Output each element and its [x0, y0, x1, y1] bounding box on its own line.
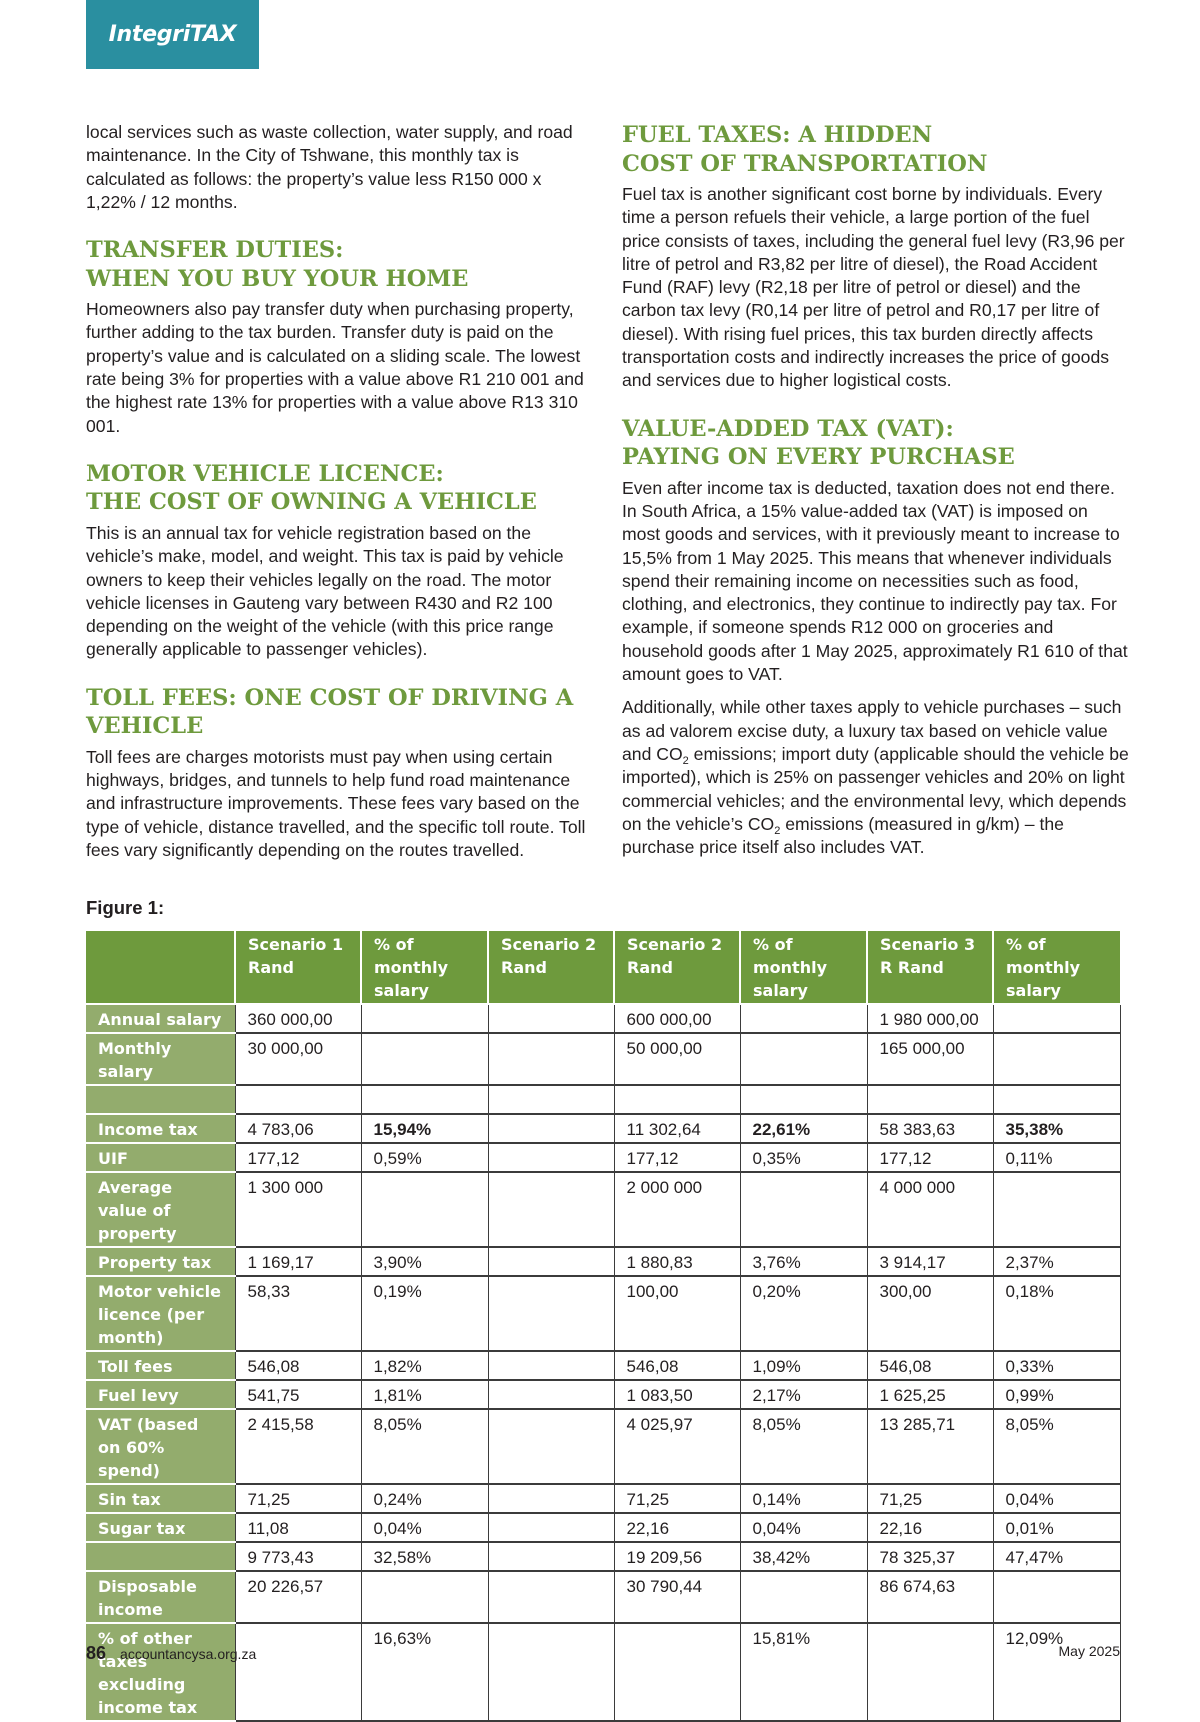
table-cell: 1 980 000,00	[867, 1004, 993, 1033]
motor-vehicle-body: This is an annual tax for vehicle registration based on the vehicle’s make, model, and weight. This tax is paid by vehicle owners to keep their vehicles legally on the road. The motor vehicle licenses in Gauteng vary between R430 and R2 100 depending on the weight of the vehicle (with this price range generally applicable to passenger vehicles).	[86, 522, 564, 660]
table-row	[86, 1542, 1120, 1571]
table-cell: 0,99%	[993, 1380, 1120, 1409]
table-cell: 0,59%	[361, 1143, 488, 1172]
vat-section	[622, 415, 1130, 860]
row-label: Monthly salary	[86, 1033, 235, 1085]
table-cell: 35,38%	[993, 1114, 1120, 1143]
table-cell: 0,11%	[993, 1143, 1120, 1172]
row-label: % of other taxes excluding income tax	[86, 1623, 235, 1721]
row-label: UIF	[86, 1143, 235, 1172]
table-cell	[488, 1172, 614, 1247]
table-cell: 11,08	[235, 1513, 361, 1542]
table-cell	[488, 1247, 614, 1276]
table-cell: 50 000,00	[614, 1033, 740, 1085]
motor-vehicle-section	[86, 460, 594, 662]
table-cell	[361, 1571, 488, 1623]
table-cell	[488, 1276, 614, 1351]
vat-body-2: Additionally, while other taxes apply to vehicle purchases – such as ad valorem excise duty, a luxury tax based on vehicle value and $CO_2$ emissions; import duty (applicable should the vehicle be imported), which is 25% on passenger vehicles and 20% on light commercial vehicles; and the environmental levy, which depends on the vehicle’s $CO_2$ emissions (measured in g/km) – the purchase price itself also includes VAT.	[622, 697, 1129, 858]
table-cell	[488, 1484, 614, 1513]
table-cell: 9 773,43	[235, 1542, 361, 1571]
table-cell: 165 000,00	[867, 1033, 993, 1085]
table-cell	[361, 1004, 488, 1033]
table-cell: 22,16	[867, 1513, 993, 1542]
motor-vehicle-heading: MOTOR VEHICLE LICENCE: THE COST OF OWNING A VEHICLE	[86, 460, 537, 516]
table-cell: 1,82%	[361, 1351, 488, 1380]
table-row	[86, 1513, 1120, 1542]
table-cell: 3,90%	[361, 1247, 488, 1276]
table-row	[86, 1276, 1120, 1351]
table-cell: 2,17%	[740, 1380, 867, 1409]
table-cell: 78 325,37	[867, 1542, 993, 1571]
table-header: Scenario 2 Rand	[614, 931, 740, 1004]
table-cell: 0,19%	[361, 1276, 488, 1351]
table-cell: 1 300 000	[235, 1172, 361, 1247]
row-label: VAT (based on 60% spend)	[86, 1409, 235, 1484]
table-cell: 30 000,00	[235, 1033, 361, 1085]
table-cell	[488, 1542, 614, 1571]
table-cell: 1 880,83	[614, 1247, 740, 1276]
table-cell: 13 285,71	[867, 1409, 993, 1484]
vat-heading: VALUE-ADDED TAX (VAT): PAYING ON EVERY PURCHASE	[622, 415, 1015, 471]
table-cell	[740, 1172, 867, 1247]
table-cell: 177,12	[235, 1143, 361, 1172]
table-cell: 15,94%	[361, 1114, 488, 1143]
row-label: Sugar tax	[86, 1513, 235, 1542]
row-label: Property tax	[86, 1247, 235, 1276]
row-label	[86, 1085, 235, 1114]
table-header: Scenario 2 Rand	[488, 931, 614, 1004]
table-cell	[867, 1623, 993, 1721]
table-cell: 1 169,17	[235, 1247, 361, 1276]
footer-site: accountancysa.org.za	[120, 1646, 257, 1662]
table-cell: 1,81%	[361, 1380, 488, 1409]
table-row	[86, 1380, 1120, 1409]
row-label: Disposable income	[86, 1571, 235, 1623]
table-cell	[488, 1571, 614, 1623]
intro-paragraph: local services such as waste collection, water supply, and road maintenance. In the City of Tshwane, this monthly tax is calculated as follows: the property’s value less R150 000 x 1,22% / 12 months.	[86, 122, 573, 212]
table-cell	[993, 1085, 1120, 1114]
table-cell	[488, 1085, 614, 1114]
table-header: Scenario 1 Rand	[235, 931, 361, 1004]
figure-label: Figure 1:	[86, 897, 165, 918]
table-row	[86, 1484, 1120, 1513]
transfer-duties-heading: TRANSFER DUTIES: WHEN YOU BUY YOUR HOME	[86, 237, 469, 292]
table-cell	[488, 1623, 614, 1721]
table-row	[86, 1114, 1120, 1143]
table-cell: 3 914,17	[867, 1247, 993, 1276]
brand-logo	[86, 0, 259, 69]
table-cell: 8,05%	[740, 1409, 867, 1484]
table-cell: 8,05%	[993, 1409, 1120, 1484]
table-header: % of monthly salary	[993, 931, 1120, 1004]
table-body	[86, 1004, 1120, 1721]
table-cell: 71,25	[235, 1484, 361, 1513]
table-row	[86, 1143, 1120, 1172]
table-row	[86, 1247, 1120, 1276]
table-cell: 0,01%	[993, 1513, 1120, 1542]
table-cell: 100,00	[614, 1276, 740, 1351]
table-cell	[488, 1513, 614, 1542]
logo-text: IntegriTAX	[108, 22, 237, 47]
table-cell	[488, 1033, 614, 1085]
table-cell	[488, 1114, 614, 1143]
table-cell: 11 302,64	[614, 1114, 740, 1143]
table-row	[86, 1351, 1120, 1380]
table-cell: 38,42%	[740, 1542, 867, 1571]
table-cell: 0,14%	[740, 1484, 867, 1513]
table-row	[86, 1033, 1120, 1085]
table-cell: 0,33%	[993, 1351, 1120, 1380]
table-cell	[488, 1143, 614, 1172]
row-label: Motor vehicle licence (per month)	[86, 1276, 235, 1351]
transfer-duties-body: Homeowners also pay transfer duty when purchasing property, further adding to the tax burden. Transfer duty is paid on the property’s value and is calculated on a sliding scale. The lowest rate being 3% for properties with a value above R1 210 001 and the highest rate 13% for properties with a value above R13 310 001.	[86, 299, 584, 436]
table-cell	[488, 1409, 614, 1484]
table-cell: 58 383,63	[867, 1114, 993, 1143]
table-cell: 71,25	[614, 1484, 740, 1513]
table-cell	[235, 1085, 361, 1114]
table-cell: 15,81%	[740, 1623, 867, 1721]
table-cell: 2 415,58	[235, 1409, 361, 1484]
table-cell	[993, 1033, 1120, 1085]
table-cell: 300,00	[867, 1276, 993, 1351]
table-cell	[488, 1380, 614, 1409]
fuel-taxes-heading: FUEL TAXES: A HIDDEN COST OF TRANSPORTATION	[622, 122, 988, 177]
table-cell: 22,61%	[740, 1114, 867, 1143]
row-label: Fuel levy	[86, 1380, 235, 1409]
table-cell: 4 783,06	[235, 1114, 361, 1143]
table-cell: 12,09%	[993, 1623, 1120, 1721]
fuel-taxes-section	[622, 121, 1130, 393]
table-cell: 16,63%	[361, 1623, 488, 1721]
table-cell: 4 025,97	[614, 1409, 740, 1484]
table-header: % of monthly salary	[361, 931, 488, 1004]
toll-fees-section	[86, 684, 594, 862]
left-column	[86, 121, 594, 884]
table-cell: 600 000,00	[614, 1004, 740, 1033]
table-cell	[235, 1623, 361, 1721]
table-header-row	[86, 931, 1120, 1004]
footer-left	[86, 1643, 256, 1664]
table-cell: 20 226,57	[235, 1571, 361, 1623]
page-number: 86	[86, 1643, 107, 1663]
fuel-taxes-body: Fuel tax is another significant cost borne by individuals. Every time a person refuels their vehicle, a large portion of the fuel price consists of taxes, including the general fuel levy (R3,96 per litre of petrol and R3,82 per litre of diesel), the Road Accident Fund (RAF) levy (R2,18 per litre of petrol or diesel) and the carbon tax levy (R0,14 per litre of petrol and R0,17 per litre of diesel). With rising fuel prices, this tax burden directly affects transportation costs and indirectly increases the price of goods and services due to higher logistical costs.	[622, 184, 1125, 391]
table-cell: 546,08	[235, 1351, 361, 1380]
row-label: Sin tax	[86, 1484, 235, 1513]
table-cell	[993, 1571, 1120, 1623]
table-cell	[361, 1033, 488, 1085]
row-label	[86, 1542, 235, 1571]
table-cell	[740, 1004, 867, 1033]
table-cell: 541,75	[235, 1380, 361, 1409]
table-cell: 1 625,25	[867, 1380, 993, 1409]
table-header: Scenario 3 R Rand	[867, 931, 993, 1004]
footer-date: May 2025	[1058, 1643, 1120, 1659]
row-label: Toll fees	[86, 1351, 235, 1380]
table-cell: 0,20%	[740, 1276, 867, 1351]
table-cell: 32,58%	[361, 1542, 488, 1571]
table-row	[86, 1623, 1120, 1721]
table-cell	[867, 1085, 993, 1114]
table-cell	[740, 1571, 867, 1623]
table-cell: 1,09%	[740, 1351, 867, 1380]
table-row	[86, 1409, 1120, 1484]
table-cell: 177,12	[614, 1143, 740, 1172]
table-cell: 0,04%	[740, 1513, 867, 1542]
table-cell	[993, 1172, 1120, 1247]
table-cell: 1 083,50	[614, 1380, 740, 1409]
table-cell	[614, 1623, 740, 1721]
table-cell: 3,76%	[740, 1247, 867, 1276]
table-cell: 58,33	[235, 1276, 361, 1351]
table-row	[86, 1085, 1120, 1114]
table-cell: 47,47%	[993, 1542, 1120, 1571]
table-cell: 71,25	[867, 1484, 993, 1513]
table-cell: 30 790,44	[614, 1571, 740, 1623]
table-cell	[740, 1085, 867, 1114]
transfer-duties-section	[86, 236, 594, 438]
table-cell: 0,35%	[740, 1143, 867, 1172]
table-cell: 22,16	[614, 1513, 740, 1542]
row-label: Annual salary	[86, 1004, 235, 1033]
table-header-corner	[86, 931, 235, 1004]
row-label: Income tax	[86, 1114, 235, 1143]
table-row	[86, 1571, 1120, 1623]
table-cell: 0,04%	[361, 1513, 488, 1542]
table-cell: 2,37%	[993, 1247, 1120, 1276]
vat-body-1: Even after income tax is deducted, taxation does not end there. In South Africa, a 15% value-added tax (VAT) is imposed on most goods and services, with it previously meant to increase to 15,5% from 1 May 2025. This means that whenever individuals spend their remaining income on necessities such as food, clothing, and electronics, they continue to indirectly pay tax. For example, if someone spends R12 000 on groceries and household goods after 1 May 2025, approximately R1 610 of that amount goes to VAT.	[622, 477, 1128, 685]
table-cell: 86 674,63	[867, 1571, 993, 1623]
table-cell: 4 000 000	[867, 1172, 993, 1247]
table-cell: 0,18%	[993, 1276, 1120, 1351]
table-cell: 8,05%	[361, 1409, 488, 1484]
table-cell	[993, 1004, 1120, 1033]
table-cell: 19 209,56	[614, 1542, 740, 1571]
table-cell	[361, 1172, 488, 1247]
table-header: % of monthly salary	[740, 931, 867, 1004]
table-cell: 360 000,00	[235, 1004, 361, 1033]
right-column	[622, 121, 1130, 881]
table-cell	[740, 1033, 867, 1085]
row-label: Average value of property	[86, 1172, 235, 1247]
tax-scenarios-table	[86, 931, 1121, 1722]
intro-section	[86, 121, 594, 214]
table-cell	[361, 1085, 488, 1114]
toll-fees-heading: TOLL FEES: ONE COST OF DRIVING A VEHICLE	[86, 684, 574, 740]
toll-fees-body: Toll fees are charges motorists must pay when using certain highways, bridges, and tunnels to help fund road maintenance and infrastructure improvements. These fees vary based on the type of vehicle, distance travelled, and the specific toll route. Toll fees vary significantly depending on the routes travelled.	[86, 746, 586, 860]
table-cell: 546,08	[867, 1351, 993, 1380]
table-cell: 546,08	[614, 1351, 740, 1380]
table-cell	[488, 1004, 614, 1033]
table-cell: 2 000 000	[614, 1172, 740, 1247]
table-cell: 0,04%	[993, 1484, 1120, 1513]
table-row	[86, 1172, 1120, 1247]
table-row	[86, 1004, 1120, 1033]
table-cell	[488, 1351, 614, 1380]
table-cell: 177,12	[867, 1143, 993, 1172]
table-cell: 0,24%	[361, 1484, 488, 1513]
table-cell	[614, 1085, 740, 1114]
